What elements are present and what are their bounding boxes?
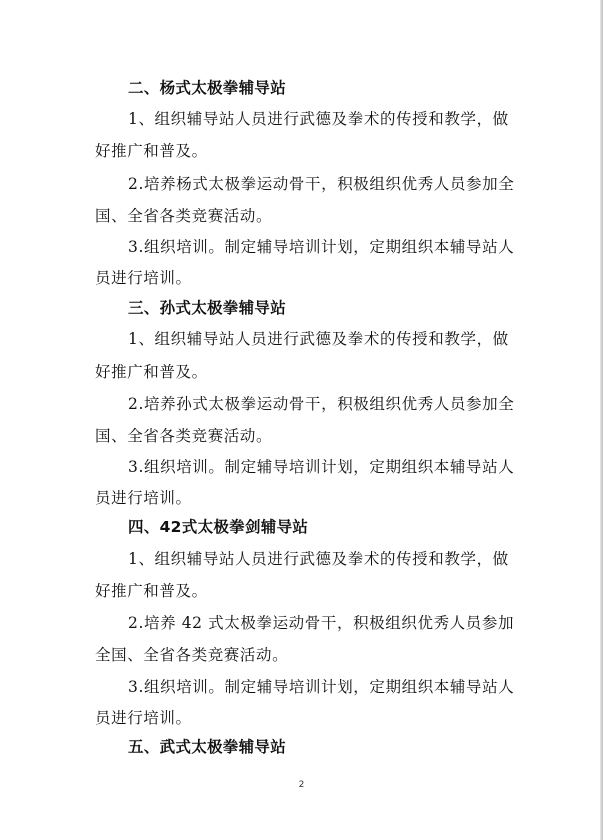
section-heading: 三、孙式太极拳辅导站 xyxy=(128,299,287,317)
paragraph-line: 2.培养孙式太极拳运动骨干，积极组织优秀人员参加全 xyxy=(128,395,515,413)
paragraph-line: 好推广和普及。 xyxy=(95,142,208,160)
section-heading: 四、42式太极拳剑辅导站 xyxy=(128,518,309,536)
section-heading: 五、武式太极拳辅导站 xyxy=(128,738,287,756)
paragraph-line: 2.培养 42 式太极拳运动骨干，积极组织优秀人员参加 xyxy=(128,614,515,632)
paragraph-line: 3.组织培训。制定辅导培训计划，定期组织本辅导站人 xyxy=(128,678,515,696)
page-number: 2 xyxy=(298,780,305,790)
paragraph-line: 员进行培训。 xyxy=(95,269,192,287)
paragraph-line: 国、全省各类竞赛活动。 xyxy=(95,207,273,225)
paragraph-line: 1、组织辅导站人员进行武德及拳术的传授和教学，做 xyxy=(128,550,509,568)
paragraph-line: 国、全省各类竞赛活动。 xyxy=(95,427,273,445)
section-heading: 二、杨式太极拳辅导站 xyxy=(128,79,287,97)
paragraph-line: 好推广和普及。 xyxy=(95,363,208,381)
paragraph-line: 好推广和普及。 xyxy=(95,582,208,600)
paragraph-line: 2.培养杨式太极拳运动骨干，积极组织优秀人员参加全 xyxy=(128,175,515,193)
paragraph-line: 员进行培训。 xyxy=(95,709,192,727)
paragraph-line: 3.组织培训。制定辅导培训计划，定期组织本辅导站人 xyxy=(128,458,515,476)
paragraph-line: 1、组织辅导站人员进行武德及拳术的传授和教学，做 xyxy=(128,110,509,128)
paragraph-line: 3.组织培训。制定辅导培训计划，定期组织本辅导站人 xyxy=(128,238,515,256)
paragraph-line: 1、组织辅导站人员进行武德及拳术的传授和教学，做 xyxy=(128,330,509,348)
paragraph-line: 员进行培训。 xyxy=(95,489,192,507)
paragraph-line: 全国、全省各类竞赛活动。 xyxy=(95,646,289,664)
